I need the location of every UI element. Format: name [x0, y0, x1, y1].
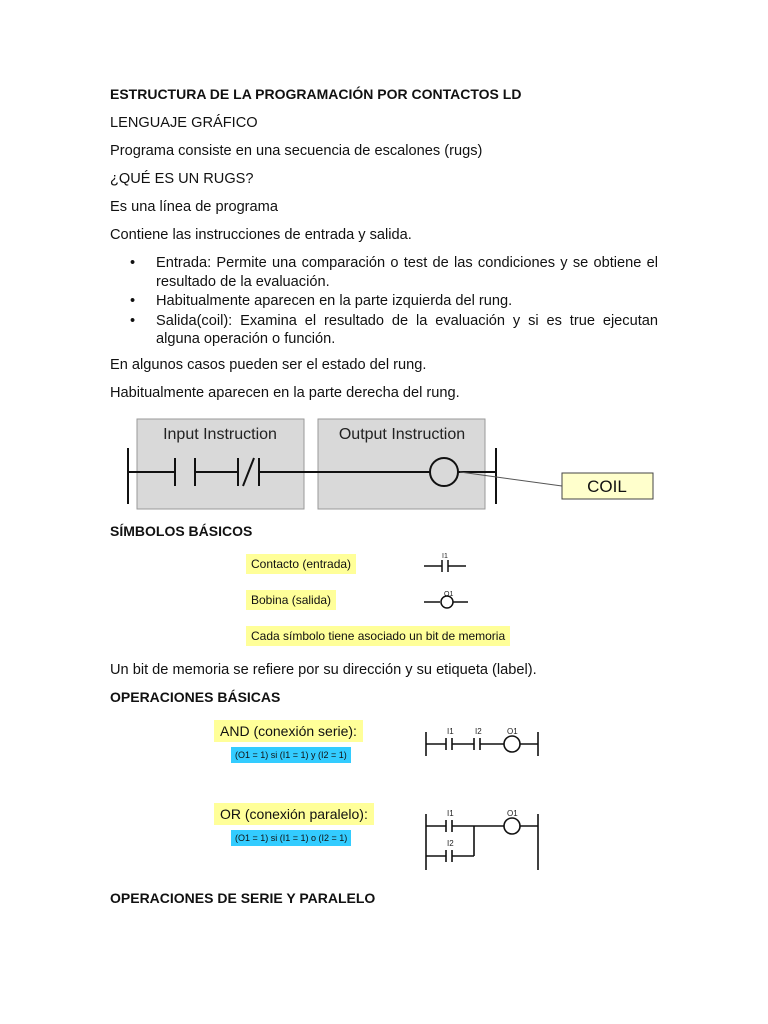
or-tag-i2: I2 — [447, 839, 454, 848]
pregunta-line: ¿QUÉ ES UN RUGS? — [110, 171, 254, 187]
bullet-list — [110, 254, 658, 350]
and-rung — [426, 732, 538, 756]
or-formula: (O1 = 1) si (I1 = 1) o (I2 = 1) — [231, 830, 351, 846]
and-formula: (O1 = 1) si (I1 = 1) y (I2 = 1) — [231, 747, 351, 763]
algunos-line: En algunos casos pueden ser el estado del rung. — [110, 357, 427, 373]
basic-symbols — [420, 550, 480, 614]
programa-line: Programa consiste en una secuencia de escalones (rugs) — [110, 143, 483, 159]
linea-line: Es una línea de programa — [110, 199, 278, 215]
and-tag-o1: O1 — [507, 727, 518, 736]
serie-paralelo-heading: OPERACIONES DE SERIE Y PARALELO — [110, 890, 376, 906]
coil-label: COIL — [587, 477, 627, 496]
bullet-item — [110, 292, 658, 311]
or-tag-o1: O1 — [507, 809, 518, 818]
page-heading: ESTRUCTURA DE LA PROGRAMACIÓN POR CONTACTOS LD — [110, 86, 522, 102]
and-label: AND (conexión serie): — [214, 720, 363, 742]
bullet-text: Entrada: Permite una comparación o test de las condiciones y se obtiene el resultado de la evaluación. — [156, 255, 658, 290]
and-tag-i1: I1 — [447, 727, 454, 736]
and-diagram — [420, 722, 544, 758]
and-tag-i2: I2 — [475, 727, 482, 736]
contact-tag: I1 — [442, 553, 448, 560]
simbolos-heading: SÍMBOLOS BÁSICOS — [110, 523, 253, 539]
output-instruction-label: Output Instruction — [338, 426, 466, 443]
derecha-line: Habitualmente aparecen en la parte derecha del rung. — [110, 385, 460, 401]
input-instruction-label: Input Instruction — [163, 426, 277, 443]
or-rung — [426, 814, 538, 870]
bullet-item — [110, 312, 658, 349]
or-tag-i1: I1 — [447, 809, 454, 818]
bullet-dot: • — [130, 293, 136, 309]
bullet-dot: • — [130, 312, 136, 329]
coil-tag: O1 — [444, 591, 454, 598]
or-diagram — [420, 804, 544, 874]
lenguaje-line: LENGUAJE GRÁFICO — [110, 115, 258, 131]
bullet-item — [110, 254, 658, 291]
bobina-label: Bobina (salida) — [246, 590, 336, 610]
or-label: OR (conexión paralelo): — [214, 803, 374, 825]
operaciones-heading: OPERACIONES BÁSICAS — [110, 689, 281, 705]
contact-symbol — [424, 560, 466, 572]
bullet-text: Salida(coil): Examina el resultado de la evaluación y si es true ejecutan alguna operación o función. — [156, 312, 658, 347]
contacto-label: Contacto (entrada) — [246, 554, 356, 574]
bit-memoria-note: Cada símbolo tiene asociado un bit de memoria — [246, 626, 510, 646]
rung-diagram — [110, 412, 670, 512]
bullet-dot: • — [130, 255, 136, 271]
contiene-line: Contiene las instrucciones de entrada y salida. — [110, 227, 412, 243]
bit-memoria-line: Un bit de memoria se refiere por su dirección y su etiqueta (label). — [110, 662, 537, 678]
bullet-text: Habitualmente aparecen en la parte izquierda del rung. — [156, 293, 513, 309]
